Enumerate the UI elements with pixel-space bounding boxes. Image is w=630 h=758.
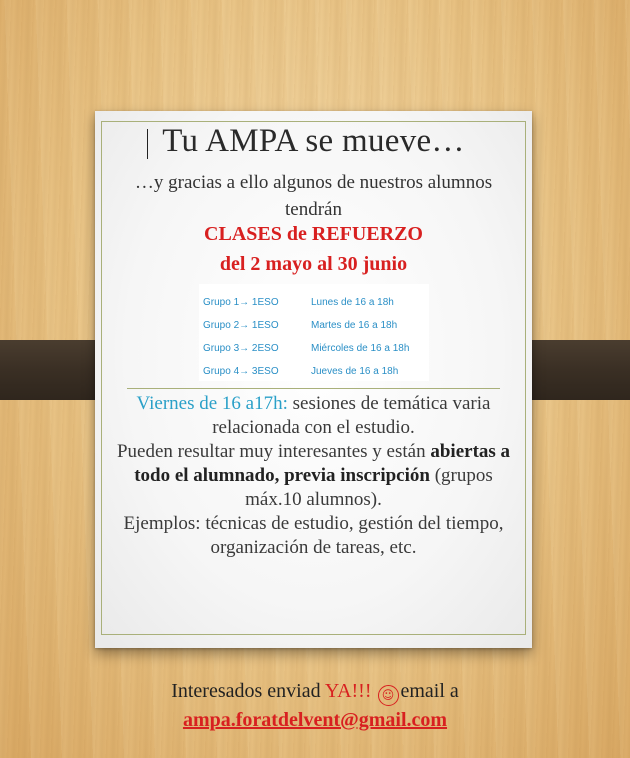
group-cell: Grupo 3→ 2ESO	[203, 343, 279, 354]
footer-ya: YA!!!	[324, 680, 372, 702]
time-cell: Jueves de 16 a 18h	[311, 366, 399, 377]
footer-lead: Interesados enviad	[171, 680, 325, 702]
footer-line	[0, 680, 630, 706]
friday-label: Viernes de 16 a17h:	[136, 393, 288, 414]
table-row	[199, 343, 429, 363]
time-cell: Lunes de 16 a 18h	[311, 297, 394, 308]
table-row	[199, 366, 429, 386]
poster-body	[113, 392, 514, 560]
smiley-icon: ☺	[378, 685, 399, 706]
footer-tail: email a	[400, 680, 459, 702]
schedule-table	[199, 284, 429, 381]
examples-text: Ejemplos: técnicas de estudio, gestión del tiempo, organización de tareas, etc.	[123, 513, 504, 558]
interest-text: Pueden resultar muy interesantes y están	[116, 441, 431, 462]
group-cell: Grupo 4→ 3ESO	[203, 366, 279, 377]
section-divider	[127, 388, 500, 389]
friday-text: sesiones de temática varia relacionada con el estudio.	[212, 393, 491, 438]
poster-subtitle: …y gracias a ello algunos de nuestros alumnos tendrán	[134, 172, 493, 220]
interest-tail: (grupos máx.10 alumnos).	[245, 465, 493, 510]
time-cell: Martes de 16 a 18h	[311, 320, 398, 331]
group-cell: Grupo 2→ 1ESO	[203, 320, 279, 331]
poster-sheet	[95, 111, 532, 648]
poster-title: Tu AMPA se mueve…	[162, 123, 465, 159]
group-cell: Grupo 1→ 1ESO	[203, 297, 279, 308]
contact-email-link[interactable]: ampa.foratdelvent@gmail.com	[182, 709, 448, 731]
date-range: del 2 mayo al 30 junio	[219, 253, 408, 275]
time-cell: Miércoles de 16 a 18h	[311, 343, 410, 354]
table-row	[199, 297, 429, 317]
interest-bold: abiertas a todo el alumnado, previa inscripción	[134, 441, 511, 486]
classes-heading: CLASES de REFUERZO	[204, 223, 423, 245]
table-row	[199, 320, 429, 340]
